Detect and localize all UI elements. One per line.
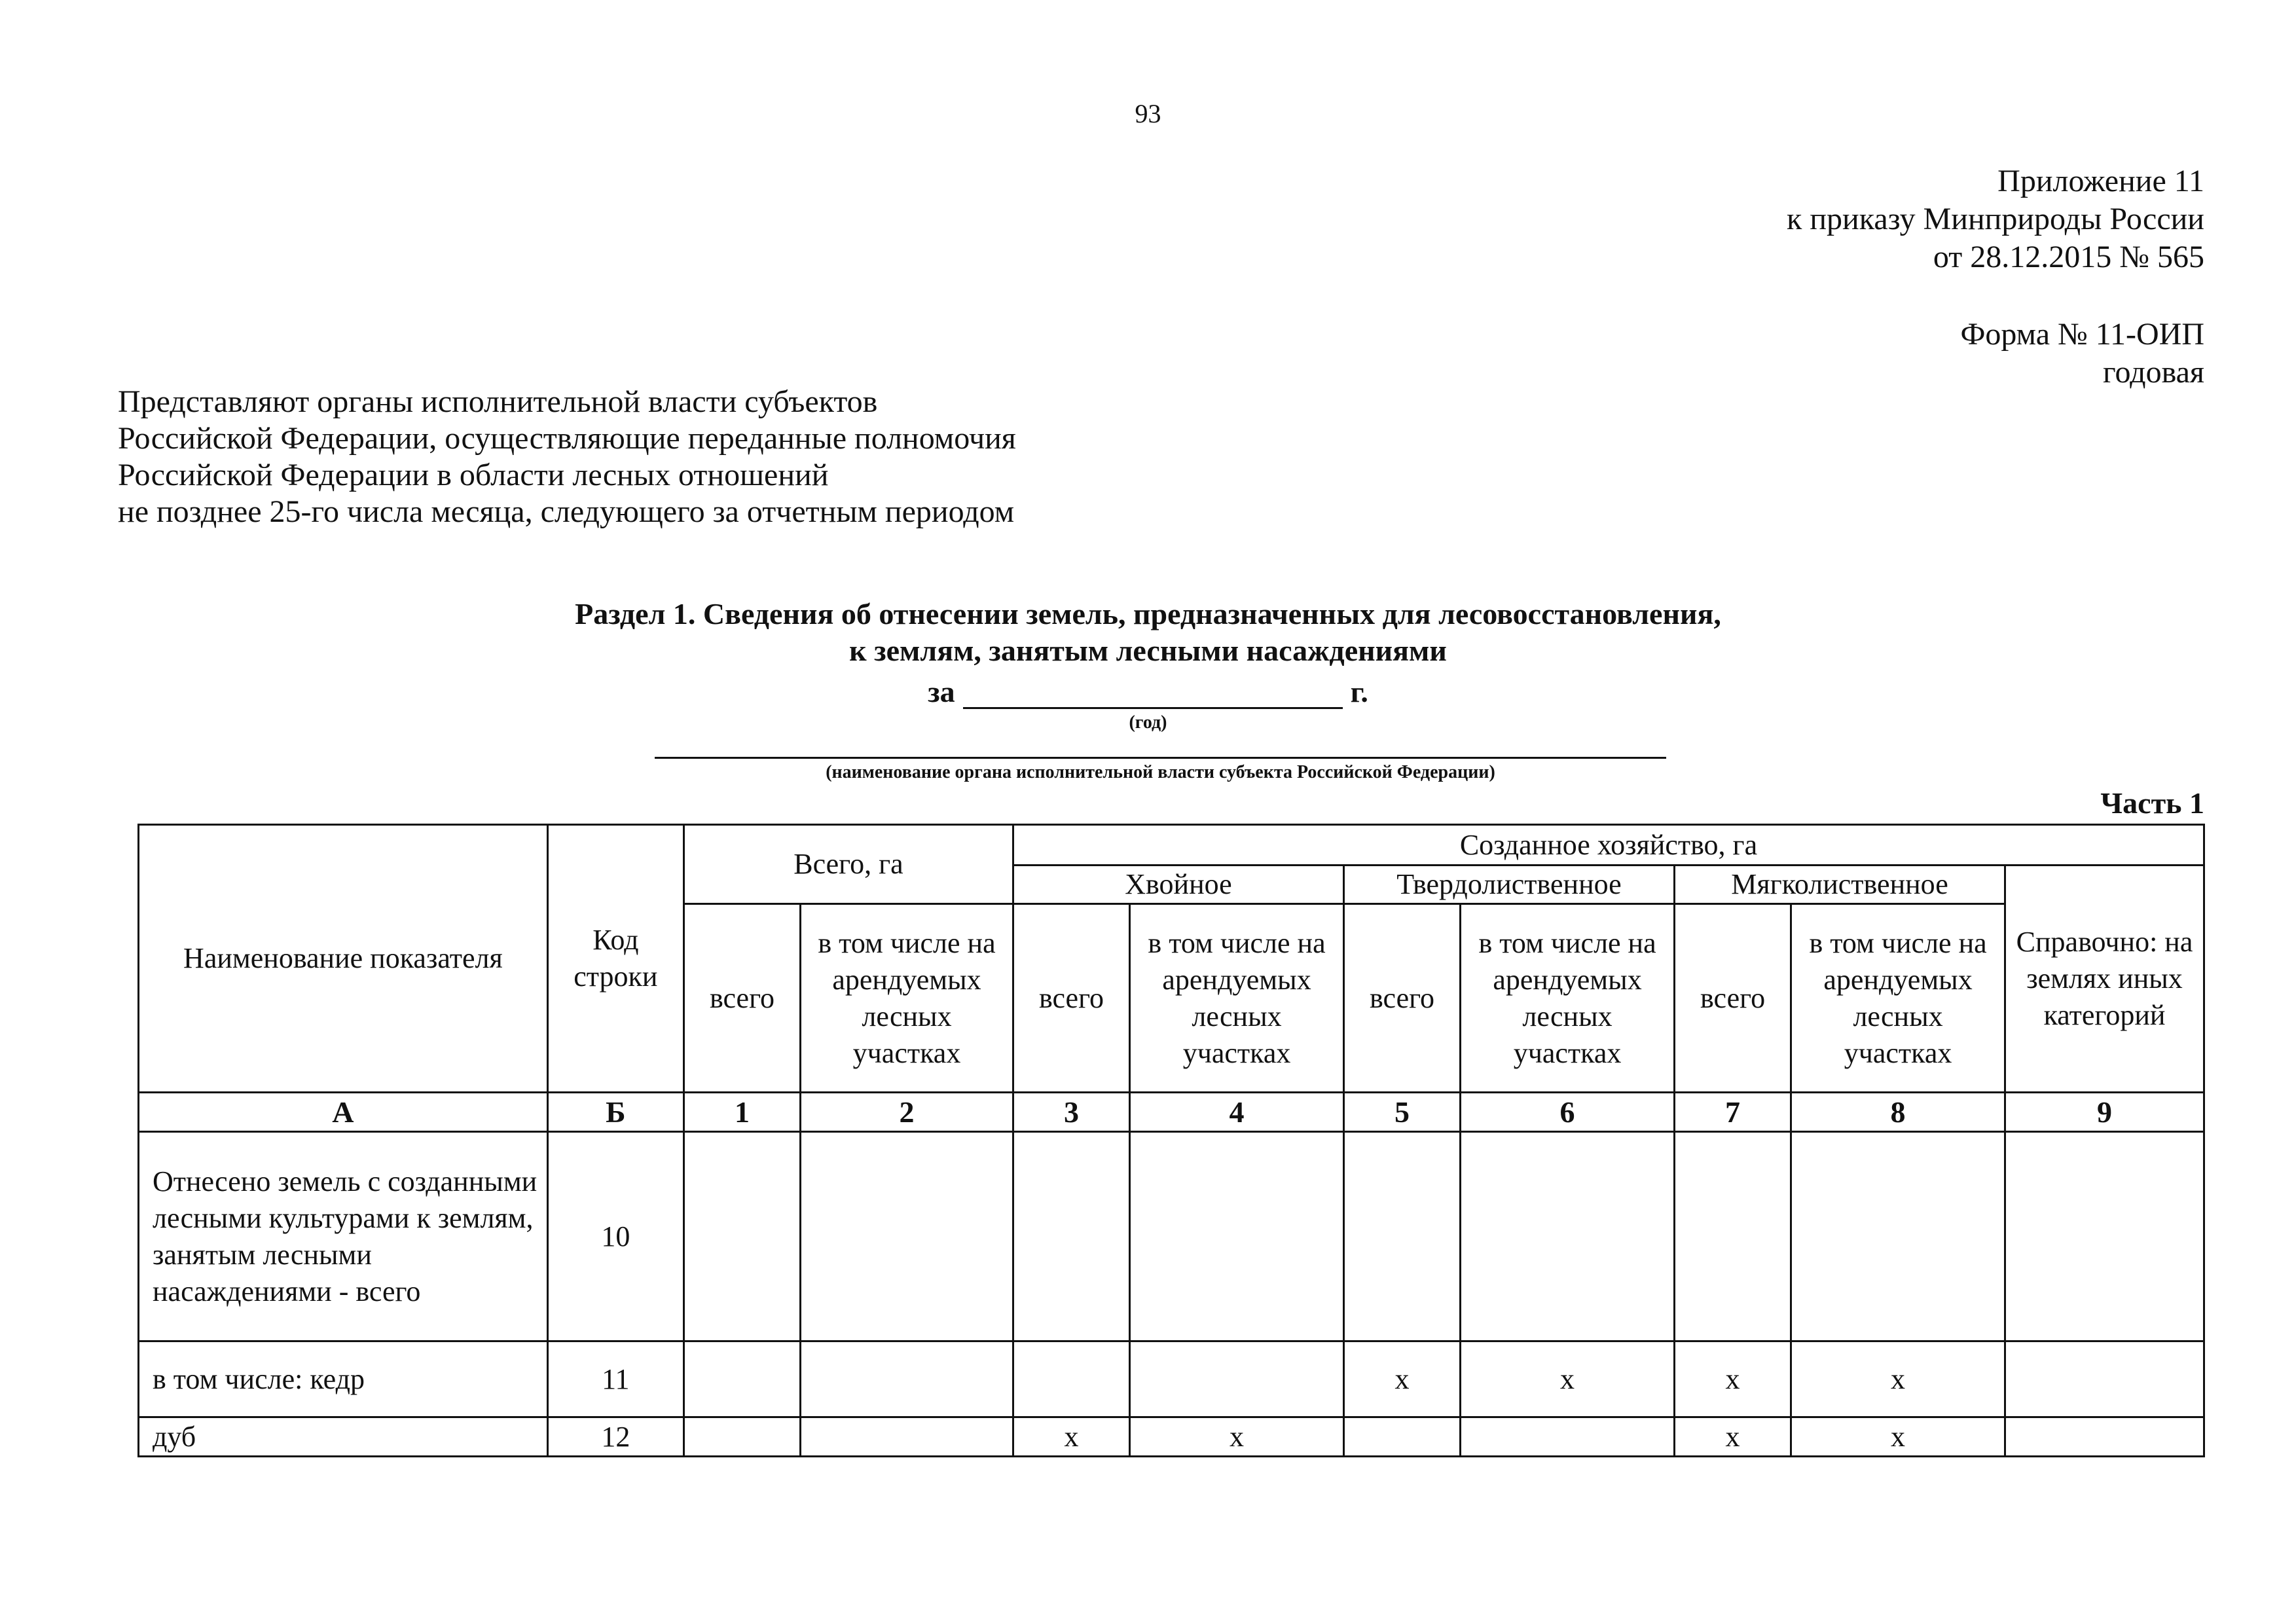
header-code: Код строки [547,825,683,1093]
data-cell[interactable] [683,1341,800,1417]
data-cell[interactable]: x [1344,1341,1461,1417]
header-leased: в том числе на арендуемых лесных участках [1130,904,1344,1093]
column-number: 3 [1013,1093,1129,1132]
header-reference: Справочно: на землях иных категорий [2005,866,2204,1093]
data-cell[interactable]: x [1675,1417,1791,1457]
row-name: дуб [139,1417,548,1457]
column-number: 5 [1344,1093,1461,1132]
organization-caption: (наименование органа исполнительной власти субъекта Российской Федерации) [826,762,1495,782]
year-input-blank[interactable] [963,681,1343,709]
column-number: 1 [683,1093,800,1132]
header-total-ha: Всего, га [683,825,1013,904]
header-softwood: Мягколиственное [1675,866,2005,904]
submitters-note [118,384,1016,530]
year-caption: (год) [1129,712,1167,733]
submitters-line: Представляют органы исполнительной власти субъектов [118,384,878,419]
data-cell[interactable] [1461,1417,1675,1457]
column-number: 4 [1130,1093,1344,1132]
header-hardwood: Твердолиственное [1344,866,1675,904]
header-created-forest: Созданное хозяйство, га [1013,825,2204,866]
header-all: всего [683,904,800,1093]
header-all: всего [1013,904,1129,1093]
submitters-line: Российской Федерации, осуществляющие переданные полномочия [118,421,1016,456]
year-prefix: за [928,675,955,708]
submitters-line: не позднее 25-го числа месяца, следующего за отчетным периодом [118,494,1015,529]
header-coniferous: Хвойное [1013,866,1343,904]
data-cell[interactable]: x [1791,1417,2005,1457]
column-number: 6 [1461,1093,1675,1132]
data-cell[interactable] [801,1417,1013,1457]
page-number: 93 [1135,99,1161,128]
data-cell[interactable] [1675,1132,1791,1341]
data-cell[interactable] [683,1417,800,1457]
column-number: А [139,1093,548,1132]
section-title-line-1: Раздел 1. Сведения об отнесении земель, предназначенных для лесовосстановления, [575,597,1721,630]
section-title [0,596,2296,669]
appendix-reference [1787,162,2204,276]
data-cell[interactable] [2005,1417,2204,1457]
form-number: Форма № 11-ОИП [1960,317,2204,352]
row-code: 10 [547,1132,683,1341]
row-name: Отнесено земель с созданными лесными культурами к землям, занятым лесными насаждениями - всего [139,1132,548,1341]
data-cell[interactable] [1461,1132,1675,1341]
header-all: всего [1344,904,1461,1093]
table-row [139,1341,2204,1417]
row-code: 12 [547,1417,683,1457]
data-cell[interactable] [801,1341,1013,1417]
data-cell[interactable] [1013,1341,1129,1417]
header-leased: в том числе на арендуемых лесных участках [1791,904,2005,1093]
data-cell[interactable]: x [1675,1341,1791,1417]
header-all: всего [1675,904,1791,1093]
data-cell[interactable] [683,1132,800,1341]
column-number: 9 [2005,1093,2204,1132]
column-number: 8 [1791,1093,2005,1132]
table-row [139,1417,2204,1457]
organization-input-line[interactable] [655,757,1666,759]
reporting-year-line [0,674,2296,709]
column-number: Б [547,1093,683,1132]
submitters-line: Российской Федерации в области лесных отношений [118,458,829,492]
table-row [139,1132,2204,1341]
header-indicator: Наименование показателя [139,825,548,1093]
column-number: 2 [801,1093,1013,1132]
data-cell[interactable]: x [1130,1417,1344,1457]
data-cell[interactable]: x [1791,1341,2005,1417]
data-cell[interactable] [1791,1132,2005,1341]
data-cell[interactable] [1344,1417,1461,1457]
report-table [137,824,2205,1457]
data-cell[interactable] [1130,1132,1344,1341]
column-number: 7 [1675,1093,1791,1132]
data-cell[interactable] [801,1132,1013,1341]
header-leased: в том числе на арендуемых лесных участках [1461,904,1675,1093]
data-cell[interactable] [2005,1341,2204,1417]
form-periodicity: годовая [2103,355,2204,390]
data-cell[interactable]: x [1013,1417,1129,1457]
data-cell[interactable] [1013,1132,1129,1341]
part-label: Часть 1 [2100,786,2204,820]
data-cell[interactable] [1130,1341,1344,1417]
form-identifier [1960,316,2204,392]
row-code: 11 [547,1341,683,1417]
row-name: в том числе: кедр [139,1341,548,1417]
header-leased: в том числе на арендуемых лесных участках [801,904,1013,1093]
year-suffix: г. [1350,675,1368,708]
appendix-line-1: Приложение 11 [1997,164,2204,198]
section-title-line-2: к землям, занятым лесными насаждениями [849,634,1447,667]
appendix-line-3: от 28.12.2015 № 565 [1933,240,2204,274]
appendix-line-2: к приказу Минприроды России [1787,202,2204,236]
data-cell[interactable] [1344,1132,1461,1341]
data-cell[interactable] [2005,1132,2204,1341]
data-cell[interactable]: x [1461,1341,1675,1417]
